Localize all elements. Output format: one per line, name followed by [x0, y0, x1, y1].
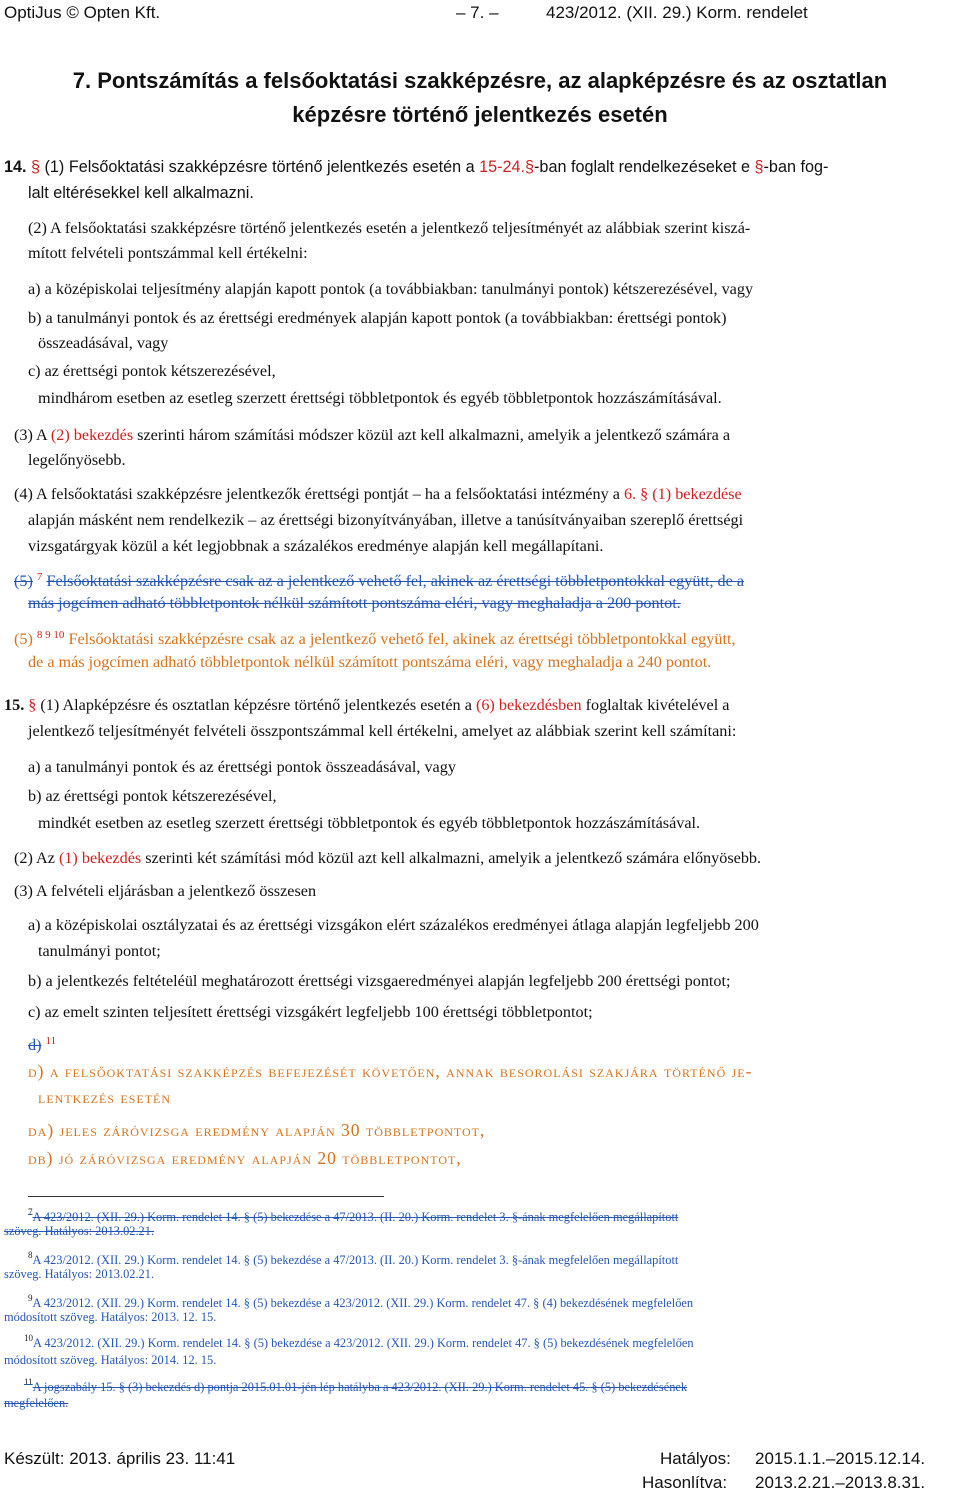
section-number: 14.	[4, 158, 27, 176]
footer-created: Készült: 2013. április 23. 11:41	[4, 1449, 236, 1468]
footnote-number: 7	[28, 1207, 33, 1217]
footnote-text: A 423/2012. (XII. 29.) Korm. rendelet 14. § (5) bekezdése a 423/2012. (XII. 29.) Korm. rendelet 47. § (4) bekezdésének megfelelően	[32, 1296, 694, 1310]
section-sign: §	[754, 158, 764, 176]
paragraph-text: szerinti három számítási módszer közül azt kell alkalmazni, amelyik a jelentkező számára a	[137, 426, 731, 444]
paragraph-text: (3) A	[14, 426, 47, 444]
s14-p1-line1	[4, 154, 960, 180]
paragraph-text: -ban fog-	[763, 158, 829, 176]
s14-p5-old-line1	[14, 564, 960, 590]
page-footer	[0, 1438, 960, 1494]
footnote-number: 11	[24, 1377, 33, 1387]
section-number: 15.	[4, 696, 25, 714]
footnote-7-line2: szöveg. Hatályos: 2013.02.21.	[4, 1224, 155, 1238]
s15-item-da: da) jeles záróvizsga eredmény alapján 30 többletpontot,	[28, 1120, 486, 1140]
footnote-9-line2: módosított szöveg. Hatályos: 2013. 12. 15.	[4, 1310, 217, 1324]
s14-p5-new-line1	[14, 622, 960, 648]
s15-item-d-new-line2: lentkezés esetén	[38, 1087, 172, 1107]
footer-compared-label: Hasonlítva:	[642, 1473, 728, 1492]
paragraph-text: (1) Felsőoktatási szakképzésre történő jelentkezés esetén a	[44, 158, 475, 176]
paragraph-text: szerinti két számítási mód közül azt kell alkalmazni, amelyik a jelentkező számára előnyösebb.	[145, 849, 762, 867]
s15-item-d-new-line1: d) a felsőoktatási szakképzés befejezését követően, annak besorolási szakjára történő je-	[28, 1061, 753, 1081]
paragraph-text: -ban foglalt rendelkezéseket e	[534, 158, 751, 176]
s15-item-c3: c) az emelt szinten teljesített érettségi vizsgákért legfeljebb 100 érettségi többletpontot;	[28, 1003, 593, 1021]
paragraph-text: (4) A felsőoktatási szakképzésre jelentkezők érettségi pontját – ha a felsőoktatási intézmény a	[14, 485, 620, 503]
paragraph-text: foglaltak kivételével a	[585, 696, 730, 714]
footnote-8-line2: szöveg. Hatályos: 2013.02.21.	[4, 1267, 155, 1281]
footnote-10-line2: módosított szöveg. Hatályos: 2014. 12. 15.	[4, 1353, 217, 1367]
inserted-text: Felsőoktatási szakképzésre csak az a jelentkező vehető fel, akinek az érettségi többletpontokkal együtt,	[68, 630, 736, 648]
header-page-number: – 7. –	[456, 3, 499, 22]
paragraph-text: (1) Alapképzésre és osztatlan képzésre történő jelentkezés esetén a	[40, 696, 472, 714]
footnote-text: A 423/2012. (XII. 29.) Korm. rendelet 14. § (5) bekezdése a 423/2012. (XII. 29.) Korm. rendelet 47. § (5) bekezdésének megfelelően	[33, 1336, 694, 1350]
s14-p1-line2: lalt eltérésekkel kell alkalmazni.	[28, 184, 254, 202]
s15-item-db: db) jó záróvizsga eredmény alapján 20 többletpontot,	[28, 1148, 462, 1168]
s15-p1-line2: jelentkező teljesítményét felvételi összpontszámmal kell értékelni, amelyet az alábbiak szerint kell számítani:	[28, 722, 737, 740]
cross-reference-link[interactable]: (1) bekezdés	[58, 849, 142, 867]
s15-item-a3-line1: a) a középiskolai osztályzatai és az érettségi vizsgákon elért százalékos eredményei átlaga alapján legfeljebb 200	[28, 916, 759, 934]
section-sign: §	[640, 485, 649, 503]
s14-p4-line3: vizsgatárgyak közül a két legjobbnak a százalékos eredménye alapján kell megállapítani.	[28, 537, 604, 555]
footnote-text: A 423/2012. (XII. 29.) Korm. rendelet 14. § (5) bekezdése a 47/2013. (II. 20.) Korm. rendelet 3. §-ának megfelelően megállapított	[32, 1210, 679, 1224]
s15-p1-line1	[4, 692, 960, 718]
s14-p3-line2: legelőnyösebb.	[28, 451, 126, 469]
footnote-number: 10	[24, 1333, 33, 1343]
s14-p4-line1	[14, 481, 960, 507]
s15-item-a: a) a tanulmányi pontok és az érettségi pontok összeadásával, vagy	[28, 758, 456, 776]
chapter-title	[0, 64, 960, 132]
footnote-marker[interactable]: 8 9 10	[36, 629, 65, 641]
section-sign: §	[525, 158, 535, 176]
footnote-10-line1	[24, 1330, 960, 1351]
section-sign: §	[28, 696, 37, 714]
cross-reference-link[interactable]: (6) bekezdésben	[475, 696, 582, 714]
s14-item-a: a) a középiskolai teljesítmény alapján kapott pontok (a továbbiakban: tanulmányi pontok) kétszerezésével, vagy	[28, 280, 754, 298]
s15-item-b: b) az érettségi pontok kétszerezésével,	[28, 787, 277, 805]
s14-all-cases: mindhárom esetben az esetleg szerzett érettségi többletpontok és egyéb többletpontok hozzászámításával.	[38, 389, 722, 407]
footnote-11-line1	[24, 1374, 960, 1395]
cross-reference-link[interactable]: 15-24.	[479, 158, 526, 176]
footnote-9-line1	[28, 1290, 960, 1311]
s14-p5-new-line2: de a más jogcímen adható többletpontok nélkül számított pontszáma eléri, vagy meghaladja a 240 pontot.	[28, 653, 712, 671]
header-publisher: OptiJus © Opten Kft.	[4, 3, 161, 22]
paragraph-text: (2) Az	[14, 849, 55, 867]
footer-compared-range: 2013.2.21.–2013.8.31.	[755, 1473, 926, 1492]
s15-item-a3-line2: tanulmányi pontot;	[38, 942, 161, 960]
cross-reference-link[interactable]: (2) bekezdés	[50, 426, 134, 444]
footnote-7-line1	[28, 1204, 960, 1225]
chapter-title-line1: 7. Pontszámítás a felsőoktatási szakképzésre, az alapképzésre és az osztatlan	[72, 68, 888, 93]
section-sign: §	[31, 158, 41, 176]
s15-p2	[14, 845, 960, 871]
footnote-11-line2: megfelelően.	[4, 1396, 69, 1410]
footnote-text: A 423/2012. (XII. 29.) Korm. rendelet 14. § (5) bekezdése a 47/2013. (II. 20.) Korm. rendelet 3. §-ának megfelelően megállapított	[32, 1253, 679, 1267]
s15-both-cases: mindkét esetben az esetleg szerzett érettségi többletpontok és egyéb többletpontok hozzászámításával.	[38, 814, 701, 832]
footnote-text: A jogszabály 15. § (3) bekezdés d) pontja 2015.01.01-jén lép hatályba a 423/2012. (XII. 29.) Korm. rendelet 45. § (5) bekezdésének	[32, 1380, 688, 1394]
s15-p3: (3) A felvételi eljárásban a jelentkező összesen	[14, 882, 317, 900]
s14-p3-line1	[14, 422, 960, 448]
s14-item-c: c) az érettségi pontok kétszerezésével,	[28, 362, 276, 380]
s14-p5-old-line2: más jogcímen adható többletpontok nélkül számított pontszáma eléri, vagy meghaladja a 200 pontot.	[28, 594, 681, 612]
s14-item-b-line1: b) a tanulmányi pontok és az érettségi eredmények alapján kapott pontok (a továbbiakban: érettségi pontok)	[28, 309, 727, 327]
footer-valid-label: Hatályos:	[660, 1449, 731, 1468]
cross-reference-link[interactable]: (1) bekezdése	[652, 485, 742, 503]
paragraph-number: (5)	[14, 630, 33, 648]
footnote-separator	[28, 1196, 384, 1197]
footnote-8-line1	[28, 1247, 960, 1268]
page-header	[0, 0, 960, 26]
deleted-text: d)	[28, 1036, 42, 1054]
deleted-text: Felsőoktatási szakképzésre csak az a jelentkező vehető fel, akinek az érettségi többletpontokkal együtt, de a	[46, 572, 745, 590]
s14-item-b-line2: összeadásával, vagy	[38, 334, 169, 352]
chapter-title-line2: képzésre történő jelentkezés esetén	[292, 102, 668, 127]
s15-item-b3: b) a jelentkezés feltételéül meghatározott érettségi vizsgaeredményei alapján legfeljebb 200 érettségi pontot;	[28, 972, 731, 990]
s14-p2-line2: mított felvételi pontszámmal kell értékelni:	[28, 244, 308, 262]
paragraph-number: (5)	[14, 572, 33, 590]
footnote-number: 9	[28, 1293, 33, 1303]
s14-p2-line1: (2) A felsőoktatási szakképzésre történő jelentkezés esetén a jelentkező teljesítményét az alábbiak szerint kiszá-	[28, 219, 751, 237]
s15-item-d-old	[28, 1028, 960, 1054]
s14-p4-line2: alapján másként nem rendelkezik – az érettségi bizonyítványában, illetve a tanúsítványaiban szereplő érettségi	[28, 511, 744, 529]
footnote-marker[interactable]: 7	[36, 571, 43, 583]
cross-reference-link[interactable]: 6.	[623, 485, 637, 503]
header-document: 423/2012. (XII. 29.) Korm. rendelet	[546, 3, 808, 22]
footnote-marker[interactable]: 11	[45, 1035, 57, 1047]
footer-valid-range: 2015.1.1.–2015.12.14.	[755, 1449, 926, 1468]
footnote-number: 8	[28, 1250, 33, 1260]
